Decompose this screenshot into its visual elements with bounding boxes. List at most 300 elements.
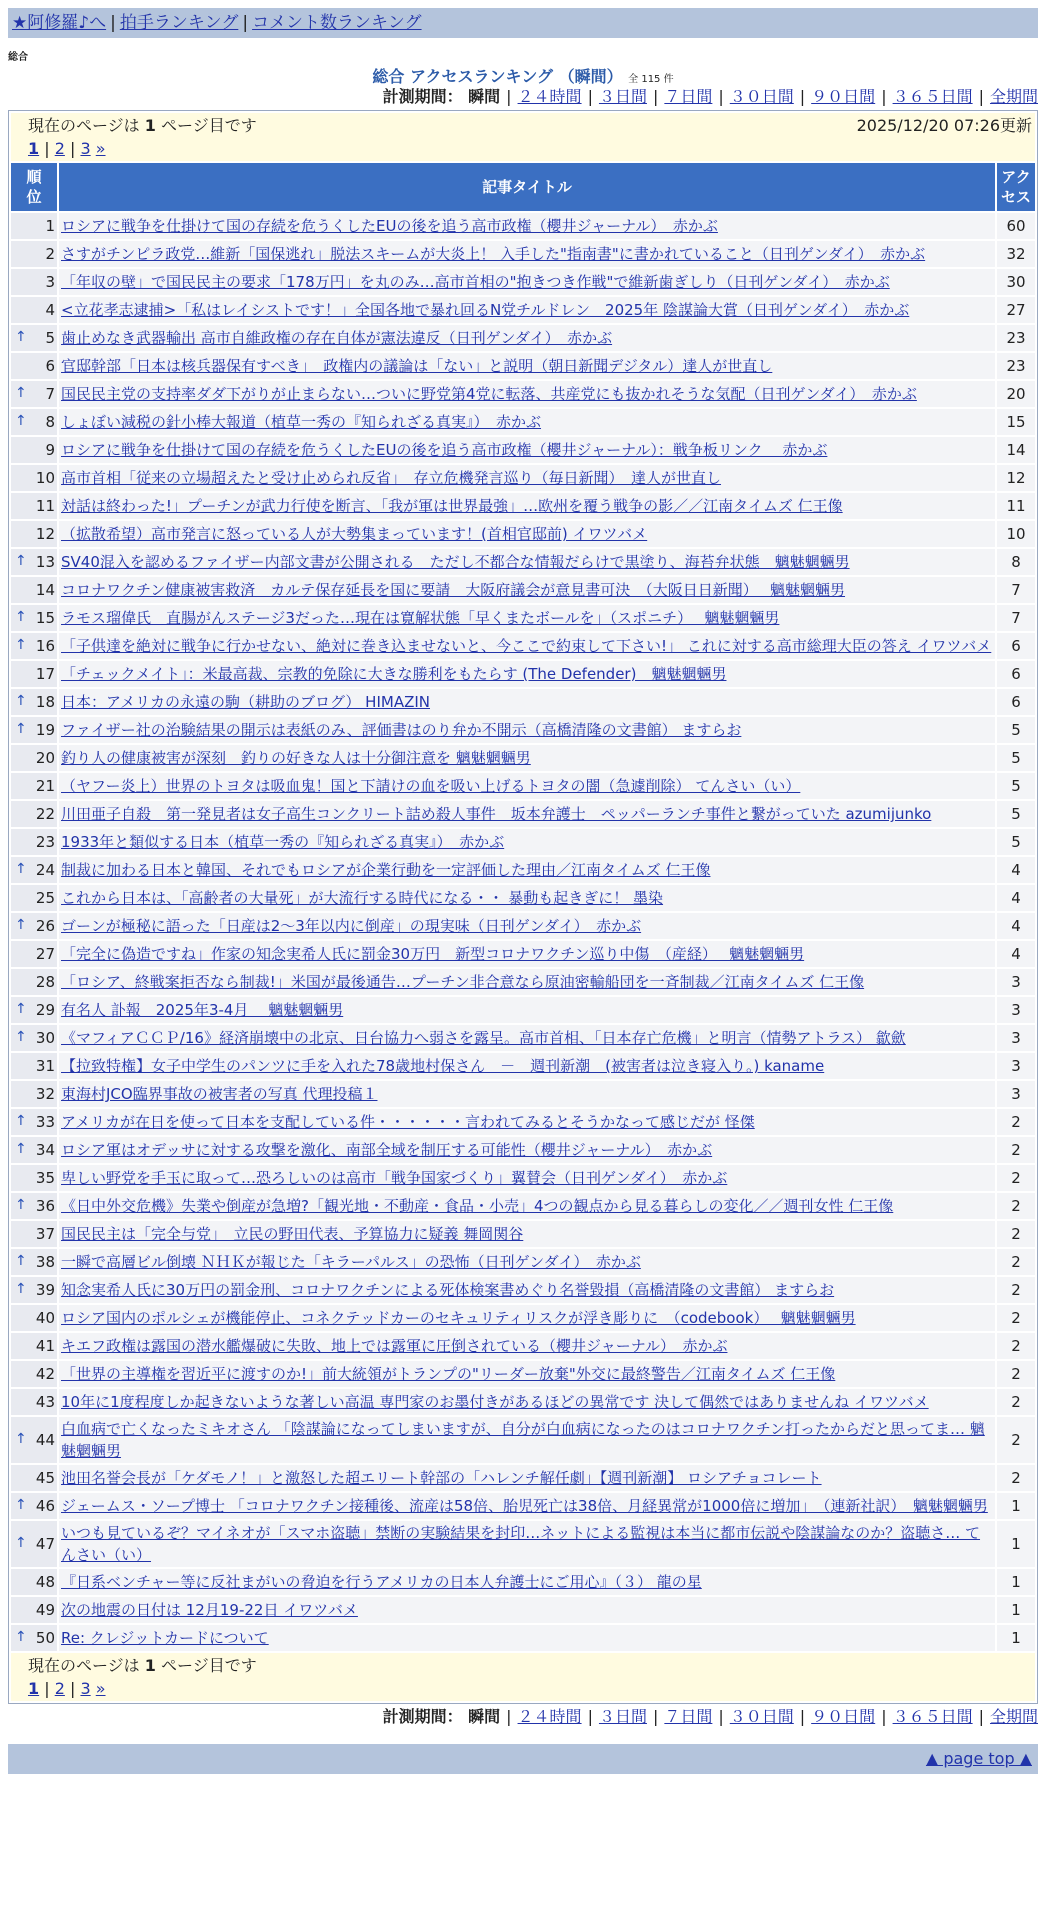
title-cell [59, 661, 995, 687]
pager-current-page[interactable]: 1 [28, 1679, 40, 1698]
rank-number: 48 [35, 1573, 55, 1591]
access-count: 2 [997, 1221, 1035, 1247]
article-title-link[interactable]: 知念実希人氏に30万円の罰金刑、コロナワクチンによる死体検案書めぐり名誉毀損（高橋清隆の文書館） ますらお [61, 1281, 835, 1299]
period-link[interactable]: ９０日間 [811, 87, 876, 106]
article-title-link[interactable]: 高市首相「従来の立場超えたと受け止められ反省」 存立危機発言巡り（毎日新聞） 達人が世直し [61, 469, 722, 487]
article-title-link[interactable]: さすがチンピラ政党…維新「国保逃れ」脱法スキームが大炎上！ 入手した"指南書"に書かれていること（日刊ゲンダイ） 赤かぶ [61, 245, 926, 263]
rank-cell [11, 297, 57, 323]
rank-up-arrow-icon: ↑ [15, 1197, 27, 1213]
article-title-link[interactable]: 《日中外交危機》失業や倒産が急増?「観光地・不動産・食品・小売」4つの観点から見る暮らしの変化／／週刊女性 仁王像 [61, 1197, 894, 1215]
top-navigation-bar [8, 8, 1038, 38]
article-title-link[interactable]: ゴーンが極秘に語った「日産は2～3年以内に倒産」の現実味（日刊ゲンダイ） 赤かぶ [61, 917, 642, 935]
period-label: 計測期間： [382, 87, 469, 106]
period-link[interactable]: 全期間 [989, 1707, 1038, 1726]
access-count: 2 [997, 1165, 1035, 1191]
access-count: 20 [997, 381, 1035, 407]
period-separator: | [799, 1707, 806, 1726]
page-info: 現在のページは 1 ページ目です [28, 116, 257, 135]
title-cell [59, 297, 995, 323]
table-row [11, 1249, 1035, 1275]
rank-cell [11, 1109, 57, 1135]
rank-up-arrow-icon: ↑ [15, 1029, 27, 1045]
pager-page-link[interactable]: 3 [80, 1679, 91, 1698]
table-row [11, 1417, 1035, 1463]
article-title-link[interactable]: しょぼい減税の針小棒大報道（植草一秀の『知られざる真実』） 赤かぶ [61, 413, 542, 431]
title-cell [59, 325, 995, 351]
access-count: 4 [997, 941, 1035, 967]
period-link[interactable]: ３日間 [598, 1707, 647, 1726]
rank-cell [11, 577, 57, 603]
table-row [11, 241, 1035, 267]
period-link[interactable]: ７日間 [664, 1707, 713, 1726]
rank-number: 39 [35, 1281, 55, 1299]
pager-page-link[interactable]: 2 [54, 139, 65, 158]
rank-number: 7 [45, 385, 55, 403]
rank-cell [11, 1597, 57, 1623]
access-count: 10 [997, 521, 1035, 547]
article-title-link[interactable]: ジェームス・ソープ博士 「コロナワクチン接種後、流産は58倍、胎児死亡は38倍、月経異常が1000倍に増加」 （連新社訳） 魑魅魍魎男 [61, 1497, 988, 1515]
article-title-link[interactable]: ラモス瑠偉氏 直腸がんステージ3だった…現在は寛解状態「早くまたボールを」（スポニチ） 魑魅魍魎男 [61, 609, 780, 627]
rank-number: 41 [35, 1337, 55, 1355]
rank-cell [11, 605, 57, 631]
page-top-link[interactable]: ▲ page top ▲ [925, 1749, 1032, 1768]
rank-cell [11, 493, 57, 519]
table-row [11, 1333, 1035, 1359]
article-title-link[interactable]: ロシアに戦争を仕掛けて国の存続を危うくしたEUの後を追う高市政権（櫻井ジャーナル） 赤かぶ [61, 217, 718, 235]
title-cell [59, 465, 995, 491]
title-cell [59, 801, 995, 827]
period-link[interactable]: ７日間 [664, 87, 713, 106]
article-title-link[interactable]: 『日系ベンチャー等に反社まがいの脅迫を行うアメリカの日本人弁護士にご用心』（３） 龍の星 [61, 1573, 702, 1591]
rank-number: 14 [35, 581, 55, 599]
pager-separator: | [39, 139, 55, 158]
rank-cell [11, 1493, 57, 1519]
pager-next-link[interactable]: » [95, 139, 106, 158]
period-separator: | [799, 87, 806, 106]
article-title-link[interactable]: いつも見ているぞ？マイネオが「スマホ盗聴」禁断の実験結果を封印…ネットによる監視は本当に都市伝説や陰謀論なのか？盗聴さ… てんさい（い） [61, 1524, 981, 1564]
article-title-link[interactable]: 「ロシア、終戦案拒否なら制裁!」米国が最後通告…プーチン非合意なら原油密輸船団を一斉制裁／江南タイムズ 仁王像 [61, 973, 865, 991]
title-cell [59, 1053, 995, 1079]
rank-number: 26 [35, 917, 55, 935]
rank-number: 20 [35, 749, 55, 767]
article-title-link[interactable]: SV40混入を認めるファイザー内部文書が公開される ただし不都合な情報だらけで黒塗り、海苔弁状態 魑魅魍魎男 [61, 553, 850, 571]
title-cell [59, 1361, 995, 1387]
period-separator: | [718, 1707, 724, 1726]
period-link[interactable]: 全期間 [989, 87, 1038, 106]
rank-number: 12 [35, 525, 55, 543]
table-row [11, 1465, 1035, 1491]
article-title-link[interactable]: ロシア国内のポルシェが機能停止、コネクテッドカーのセキュリティリスクが浮き彫りに （codebook） 魑魅魍魎男 [61, 1309, 856, 1327]
rank-number: 40 [35, 1309, 55, 1327]
rank-number: 22 [35, 805, 55, 823]
rank-column-header: 順 位 [11, 163, 57, 211]
article-title-link[interactable]: ロシアに戦争を仕掛けて国の存続を危うくしたEUの後を追う高市政権（櫻井ジャーナル）：戦争板リンク 赤かぶ [61, 441, 828, 459]
period-separator: | [718, 87, 724, 106]
title-cell [59, 381, 995, 407]
article-title-link[interactable]: コロナワクチン健康被害救済 カルテ保存延長を国に要請 大阪府議会が意見書可決 （大阪日日新聞） 魑魅魍魎男 [61, 581, 846, 599]
rank-up-arrow-icon: ↑ [15, 1001, 27, 1017]
article-title-link[interactable]: <立花孝志逮捕>「私はレイシストです！」全国各地で暴れ回るN党チルドレン 2025年 陰謀論大賞（日刊ゲンダイ） 赤かぶ [61, 301, 910, 319]
rank-number: 43 [35, 1393, 55, 1411]
nav-separator: | [110, 13, 116, 33]
table-row [11, 913, 1035, 939]
rank-cell [11, 633, 57, 659]
rank-number: 44 [35, 1431, 55, 1449]
article-title-link[interactable]: Re: クレジットカードについて [61, 1629, 269, 1647]
rank-cell [11, 269, 57, 295]
article-title-link[interactable]: 有名人 訃報 2025年3-4月 魑魅魍魎男 [61, 1001, 344, 1019]
access-count: 6 [997, 633, 1035, 659]
rank-number: 38 [35, 1253, 55, 1271]
title-cell [59, 941, 995, 967]
access-count: 32 [997, 241, 1035, 267]
rank-number: 3 [45, 273, 55, 291]
access-count: 1 [997, 1493, 1035, 1519]
article-title-link[interactable]: 東海村JCO臨界事故の被害者の写真 代理投稿１ [61, 1085, 378, 1103]
table-row [11, 1081, 1035, 1107]
access-count: 6 [997, 661, 1035, 687]
period-link[interactable]: ３０日間 [729, 1707, 794, 1726]
rank-up-arrow-icon: ↑ [15, 917, 27, 933]
access-count: 4 [997, 857, 1035, 883]
title-cell [59, 1417, 995, 1463]
rank-number: 29 [35, 1001, 55, 1019]
rank-cell [11, 381, 57, 407]
access-count: 2 [997, 1277, 1035, 1303]
period-separator: | [506, 1707, 512, 1726]
period-separator: | [506, 87, 512, 106]
rank-number: 36 [35, 1197, 55, 1215]
article-title-link[interactable]: 川田亜子自殺 第一発見者は女子高生コンクリート詰め殺人事件 坂本弁護士 ペッパーランチ事件と繋がっていた azumijunko [61, 805, 932, 823]
rank-number: 46 [35, 1497, 55, 1515]
table-row [11, 969, 1035, 995]
table-row [11, 1137, 1035, 1163]
rank-number: 50 [35, 1629, 55, 1647]
title-cell [59, 1465, 995, 1491]
article-title-link[interactable]: 《マフィアＣＣＰ/16》経済崩壊中の北京、日台協力へ弱さを露呈。高市首相、「日本存亡危機」と明言（情勢アトラス） 歙歛 [61, 1029, 906, 1047]
rank-cell [11, 353, 57, 379]
updated-timestamp: 2025/12/20 07:26更新 [856, 116, 1032, 135]
article-title-link[interactable]: 対話は終わった!」プーチンが武力行使を断言、「我が軍は世界最強」…欧州を覆う戦争の影／／江南タイムズ 仁王像 [61, 497, 843, 515]
table-row [11, 437, 1035, 463]
rank-cell [11, 717, 57, 743]
article-title-link[interactable]: 国民民主は「完全与党」 立民の野田代表、予算協力に疑義 舞岡関谷 [61, 1225, 524, 1243]
title-cell [59, 1493, 995, 1519]
rank-number: 18 [35, 693, 55, 711]
pager-current-page[interactable]: 1 [28, 139, 40, 158]
title-cell [59, 605, 995, 631]
rank-cell [11, 661, 57, 687]
table-row [11, 1569, 1035, 1595]
title-cell [59, 633, 995, 659]
pagination-bottom [12, 1678, 1034, 1700]
article-title-link[interactable]: 1933年と類似する日本（植草一秀の『知られざる真実』） 赤かぶ [61, 833, 505, 851]
article-title-link[interactable]: 白血病で亡くなったミキオさん 「陰謀論になってしまいますが、自分が白血病になったのはコロナワクチン打ったからだと思ってま… 魑魅魍魎男 [61, 1420, 985, 1460]
title-cell [59, 241, 995, 267]
rank-number: 24 [35, 861, 55, 879]
rank-up-arrow-icon: ↑ [15, 1497, 27, 1513]
table-row [11, 297, 1035, 323]
period-separator: | [881, 87, 887, 106]
article-title-link[interactable]: 「チェックメイト」：米最高裁、宗教的免除に大きな勝利をもたらす (The Defender) 魑魅魍魎男 [61, 665, 727, 683]
rank-cell [11, 1389, 57, 1415]
pager-page-link[interactable]: 3 [80, 139, 91, 158]
title-cell [59, 1521, 995, 1567]
period-separator: | [978, 1707, 984, 1726]
table-row [11, 1053, 1035, 1079]
title-cell [59, 1389, 995, 1415]
rank-cell [11, 773, 57, 799]
title-cell [59, 997, 995, 1023]
article-title-link[interactable]: 日本：アメリカの永遠の駒（耕助のブログ） HIMAZIN [61, 693, 430, 711]
rank-cell [11, 1025, 57, 1051]
rank-number: 35 [35, 1169, 55, 1187]
rank-cell [11, 1249, 57, 1275]
article-title-link[interactable]: 国民民主党の支持率ダダ下がりが止まらない…ついに野党第4党に転落、共産党にも抜かれそうな気配（日刊ゲンダイ） 赤かぶ [61, 385, 917, 403]
rank-cell [11, 1305, 57, 1331]
access-count: 27 [997, 297, 1035, 323]
total-count: 全 115 件 [628, 74, 674, 85]
rank-number: 42 [35, 1365, 55, 1383]
rank-number: 27 [35, 945, 55, 963]
title-cell [59, 1249, 995, 1275]
table-row [11, 409, 1035, 435]
table-row [11, 829, 1035, 855]
access-count: 2 [997, 1361, 1035, 1387]
title-cell [59, 1081, 995, 1107]
access-count: 2 [997, 1249, 1035, 1275]
period-link[interactable]: ２４時間 [517, 87, 582, 106]
table-row [11, 773, 1035, 799]
access-count: 1 [997, 1521, 1035, 1567]
rank-number: 33 [35, 1113, 55, 1131]
title-cell [59, 1305, 995, 1331]
rank-up-arrow-icon: ↑ [15, 329, 27, 345]
rank-number: 49 [35, 1601, 55, 1619]
article-title-link[interactable]: 一瞬で高層ビル倒壊 ＮＨＫが報じた「キラーパルス」の恐怖（日刊ゲンダイ） 赤かぶ [61, 1253, 641, 1271]
rank-number: 6 [45, 357, 55, 375]
table-row [11, 353, 1035, 379]
rank-cell [11, 829, 57, 855]
table-row [11, 269, 1035, 295]
access-count: 2 [997, 1333, 1035, 1359]
access-count: 5 [997, 829, 1035, 855]
table-row [11, 1305, 1035, 1331]
access-count: 2 [997, 1193, 1035, 1219]
article-title-link[interactable]: 「年収の壁」で国民民主の要求「178万円」を丸のみ…高市首相の"抱きつき作戦"で維新歯ぎしり（日刊ゲンダイ） 赤かぶ [61, 273, 890, 291]
pager-next-link[interactable]: » [95, 1679, 106, 1698]
period-separator: | [652, 1707, 659, 1726]
table-row [11, 1025, 1035, 1051]
rank-up-arrow-icon: ↑ [15, 1281, 27, 1297]
rank-number: 9 [45, 441, 55, 459]
comment-ranking-link[interactable]: コメント数ランキング [252, 13, 422, 33]
table-row [11, 1389, 1035, 1415]
pager-separator: | [64, 139, 81, 158]
rank-number: 37 [35, 1225, 55, 1243]
article-title-link[interactable]: これから日本は、「高齢者の大量死」が大流行する時代になる・・ 暴動も起きぎに！ 墨染 [61, 889, 664, 907]
rank-cell [11, 1465, 57, 1491]
rank-number: 21 [35, 777, 55, 795]
rank-cell [11, 1333, 57, 1359]
article-title-link[interactable]: 釣り人の健康被害が深刻 釣りの好きな人は十分御注意を 魑魅魍魎男 [61, 749, 531, 767]
table-row [11, 633, 1035, 659]
ranking-title: 総合 アクセスランキング （瞬間） [372, 67, 623, 86]
rank-number: 11 [35, 497, 55, 515]
rank-cell [11, 969, 57, 995]
table-row [11, 801, 1035, 827]
period-link[interactable]: ３６５日間 [892, 1707, 973, 1726]
rank-number: 31 [35, 1057, 55, 1075]
rank-cell [11, 409, 57, 435]
article-title-link[interactable]: （拡散希望）高市発言に怒っている人が大勢集まっています！(首相官邸前) イワツバメ [61, 525, 648, 543]
rank-number: 45 [35, 1469, 55, 1487]
title-cell [59, 1569, 995, 1595]
access-count: 5 [997, 717, 1035, 743]
period-current: 瞬間 [468, 1707, 501, 1726]
period-separator: | [587, 87, 593, 106]
rank-cell [11, 1521, 57, 1567]
title-cell [59, 773, 995, 799]
applause-ranking-link[interactable]: 拍手ランキング [119, 13, 239, 33]
page-footer [8, 1744, 1038, 1774]
article-title-link[interactable]: 【拉致特権】女子中学生のパンツに手を入れた78歳地村保さん － 週刊新潮 (被害者は泣き寝入り。) kaname [61, 1057, 825, 1075]
rank-cell [11, 1361, 57, 1387]
period-link[interactable]: ３０日間 [729, 87, 794, 106]
article-title-link[interactable]: （ヤフー炎上）世界のトヨタは吸血鬼！国と下請けの血を吸い上げるトヨタの闇（急遽削除） てんさい（い） [61, 777, 801, 795]
period-separator: | [587, 1707, 593, 1726]
access-count: 3 [997, 997, 1035, 1023]
page-info-row-bottom [11, 1653, 1035, 1701]
article-title-link[interactable]: 次の地震の日付は 12月19-22日 イワツバメ [61, 1601, 358, 1619]
period-link[interactable]: ９０日間 [811, 1707, 876, 1726]
nav-separator: | [242, 13, 249, 33]
table-row [11, 549, 1035, 575]
rank-cell [11, 1165, 57, 1191]
article-title-link[interactable]: 「世界の主導権を習近平に渡すのか!」前大統領がトランプの"リーダー放棄"外交に最終警告／江南タイムズ 仁王像 [61, 1365, 836, 1383]
table-header [11, 163, 1035, 211]
rank-cell [11, 941, 57, 967]
article-title-link[interactable]: ファイザー社の治験結果の開示は表紙のみ、評価書はのり弁か不開示（高橋清隆の文書館） ますらお [61, 721, 742, 739]
table-row [11, 1521, 1035, 1567]
rank-up-arrow-icon: ↑ [15, 861, 27, 877]
period-link[interactable]: ２４時間 [517, 1707, 582, 1726]
rank-number: 34 [35, 1141, 55, 1159]
access-count: 5 [997, 801, 1035, 827]
rank-cell [11, 465, 57, 491]
article-title-link[interactable]: アメリカが在日を使って日本を支配している件・・・・・・言われてみるとそうかなって感じだが 怪傑 [61, 1113, 755, 1131]
period-selector-bottom [8, 1706, 1038, 1728]
rank-cell [11, 1053, 57, 1079]
section-tag: 総合 [8, 52, 28, 63]
period-selector-top [8, 86, 1038, 108]
rank-number: 23 [35, 833, 55, 851]
rank-up-arrow-icon: ↑ [15, 413, 27, 429]
access-count: 1 [997, 1597, 1035, 1623]
pager-page-link[interactable]: 2 [54, 1679, 65, 1698]
rank-up-arrow-icon: ↑ [15, 693, 27, 709]
rank-number: 25 [35, 889, 55, 907]
access-count: 4 [997, 913, 1035, 939]
rank-number: 13 [35, 553, 55, 571]
rank-cell [11, 549, 57, 575]
rank-number: 10 [35, 469, 55, 487]
access-count: 1 [997, 1569, 1035, 1595]
title-cell [59, 1333, 995, 1359]
table-row [11, 1165, 1035, 1191]
rank-cell [11, 885, 57, 911]
rank-number: 15 [35, 609, 55, 627]
pager-separator: | [64, 1679, 81, 1698]
period-link[interactable]: ３６５日間 [892, 87, 973, 106]
rank-up-arrow-icon: ↑ [15, 609, 27, 625]
rank-up-arrow-icon: ↑ [15, 553, 27, 569]
article-title-link[interactable]: 歯止めなき武器輸出 高市自維政権の存在自体が憲法違反（日刊ゲンダイ） 赤かぶ [61, 329, 613, 347]
access-count: 3 [997, 1025, 1035, 1051]
asyura-home-link[interactable]: ★阿修羅♪へ [12, 13, 107, 33]
access-count: 2 [997, 1305, 1035, 1331]
title-cell [59, 1137, 995, 1163]
access-count: 7 [997, 605, 1035, 631]
access-count: 2 [997, 1109, 1035, 1135]
table-row [11, 493, 1035, 519]
period-link[interactable]: ３日間 [598, 87, 647, 106]
rank-cell [11, 1417, 57, 1463]
rank-number: 16 [35, 637, 55, 655]
access-count: 23 [997, 353, 1035, 379]
title-cell [59, 521, 995, 547]
article-title-link[interactable]: キエフ政権は露国の潜水艦爆破に失敗、地上では露軍に圧倒されている（櫻井ジャーナル） 赤かぶ [61, 1337, 728, 1355]
article-title-link[interactable]: 池田名誉会長が「ケダモノ！」と激怒した超エリート幹部の「ハレンチ解任劇」【週刊新潮】 ロシアチョコレート [61, 1469, 822, 1487]
rank-cell [11, 1569, 57, 1595]
rank-number: 8 [45, 413, 55, 431]
page-info-bottom: 現在のページは 1 ページ目です [28, 1656, 257, 1675]
article-title-link[interactable]: 「完全に偽造ですね」作家の知念実希人氏に罰金30万円 新型コロナワクチン巡り中傷 （産経） 魑魅魍魎男 [61, 945, 805, 963]
title-cell [59, 437, 995, 463]
rank-up-arrow-icon: ↑ [15, 1113, 27, 1129]
article-title-link[interactable]: 制裁に加わる日本と韓国、それでもロシアが企業行動を一定評価した理由／江南タイムズ 仁王像 [61, 861, 711, 879]
table-row [11, 1625, 1035, 1651]
table-row [11, 1221, 1035, 1247]
title-cell [59, 745, 995, 771]
title-cell [59, 213, 995, 239]
rank-cell [11, 913, 57, 939]
access-count: 3 [997, 1081, 1035, 1107]
rank-cell [11, 745, 57, 771]
rank-cell [11, 1193, 57, 1219]
article-title-link[interactable]: 卑しい野党を手玉に取って…恐ろしいのは高市「戦争国家づくり」翼賛会（日刊ゲンダイ） 赤かぶ [61, 1169, 728, 1187]
access-count: 3 [997, 969, 1035, 995]
article-title-link[interactable]: ロシア軍はオデッサに対する攻撃を激化、南部全域を制圧する可能性（櫻井ジャーナル） 赤かぶ [61, 1141, 713, 1159]
article-title-link[interactable]: 「子供達を絶対に戦争に行かせない、絶対に巻き込ませないと、今ここで約束して下さい!」 これに対する高市総理大臣の答え イワツバメ [61, 637, 992, 655]
table-row [11, 745, 1035, 771]
article-title-link[interactable]: 官邸幹部「日本は核兵器保有すべき」 政権内の議論は「ない」と説明（朝日新聞デジタル）達人が世直し [61, 357, 773, 375]
table-row [11, 577, 1035, 603]
table-row [11, 941, 1035, 967]
table-row [11, 689, 1035, 715]
rank-up-arrow-icon: ↑ [15, 1253, 27, 1269]
period-label: 計測期間： [382, 1707, 469, 1726]
rank-number: 4 [45, 301, 55, 319]
table-row [11, 1597, 1035, 1623]
article-title-link[interactable]: 10年に1度程度しか起きないような著しい高温 専門家のお墨付きがあるほどの異常です 決して偶然ではありませんね イワツバメ [61, 1393, 929, 1411]
table-row [11, 997, 1035, 1023]
rank-up-arrow-icon: ↑ [15, 1431, 27, 1447]
rank-up-arrow-icon: ↑ [15, 721, 27, 737]
access-count: 2 [997, 1417, 1035, 1463]
rank-cell [11, 997, 57, 1023]
title-cell [59, 1025, 995, 1051]
